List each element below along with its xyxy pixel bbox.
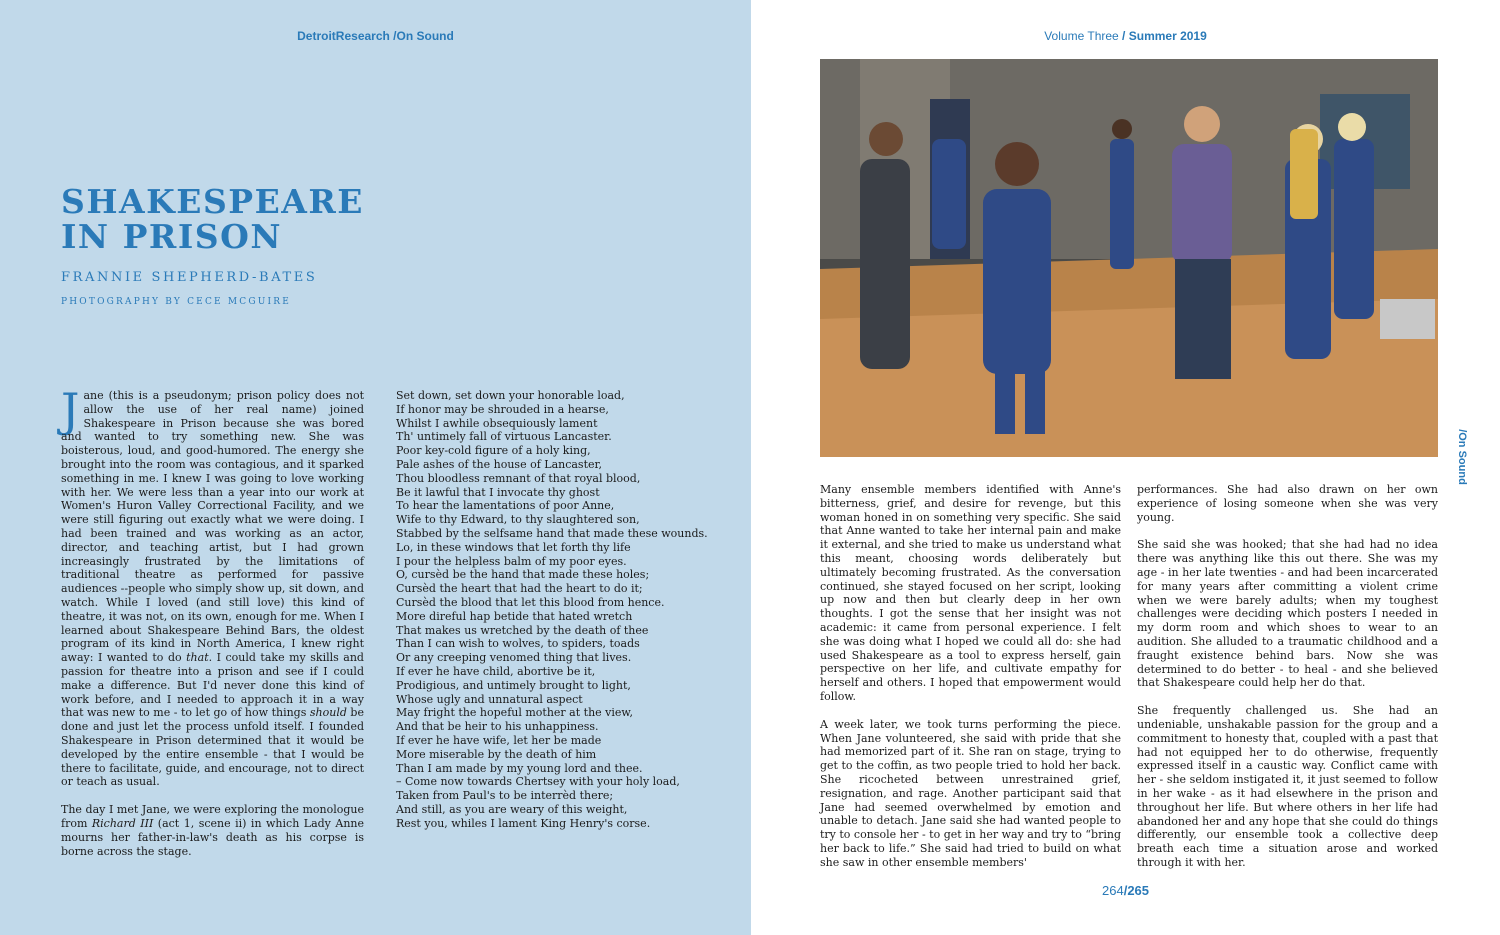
right-page [751,0,1500,935]
author-byline: FRANNIE SHEPHERD-BATES [61,270,318,285]
title-line-1: SHAKESPEARE [61,182,364,221]
verse-line: If ever he have child, abortive be it, [396,664,596,678]
right-running-header: Volume Three / Summer 2019 [1044,29,1207,43]
photo-wood-floor-light [820,299,1438,457]
verse-line: Whose ugly and unnatural aspect [396,692,583,706]
title-line-2: IN PRISON [61,217,283,256]
verse-line: Stabbed by the selfsame hand that made these wounds. [396,526,708,540]
body-paragraph: She said she was hooked; that she had had no idea there was anything like this out there. She was my age - in her late twenties - and had been incarcerated for many years after committing a violent crime when we were barely adults; when my toughest challenges were deciding which posters I needed in my dorm room and which shoes to wear to an audition. She alluded to a traumatic childhood and a fraught existence behind bars. Now she was determined to do better - to heal - and she believed that Shakespeare could help her do that. [1137,538,1438,690]
verse-line: O, cursèd be the hand that made these holes; [396,568,650,582]
verse-line: Thou bloodless remnant of that royal blood, [396,471,641,485]
body-paragraph-2: The day I met Jane, we were exploring the monologue from Richard III (act 1, scene ii) in which Lady Anne mourns her father-in-law's death as his corpse is borne across the stage. [61,803,364,858]
season-label: Summer 2019 [1128,29,1207,43]
verse-line: Or any creeping venomed thing that lives. [396,651,632,665]
verse-line: More direful hap betide that hated wretch [396,609,633,623]
person-foreground-right [1172,144,1232,264]
left-running-header: DetroitResearch /On Sound [297,29,454,43]
page-numbers: 264/265 [1101,883,1150,898]
article-title [61,184,461,254]
verse-line: Than I can wish to wolves, to spiders, toads [396,637,640,651]
body-paragraph: She frequently challenged us. She had an undeniable, unshakable passion for the group and a commitment to honesty that, coupled with a past that had not equipped her to do otherwise, frequently expressed itself in a caustic way. Conflict came with her - she seldom instigated it, it just seemed to follow in her wake - as it had elsewhere in the prison and throughout her life. But where others in her life had abandoned her and any hope that she could do things differently, our ensemble took a collective deep breath each time a situation arose and worked through it with her. [1137,704,1438,869]
monologue-verse [396,389,726,831]
page-number-left: 264 [1101,883,1124,898]
body-paragraph: A week later, we took turns performing the piece. When Jane volunteered, she said with pride that she had memorized part of it. She ran on stage, trying to get to the coffin, as two people tried to hold her back. She ricocheted between unrestrained grief, resignation, and rage. Another participant said that Jane had seemed overwhelmed by emotion and unable to detach. Jane said she had wanted people to try to console her - to get in her way and try to “bring her back to life.” She said had tried to build on what she saw in other ensemble members' [820,717,1121,869]
photo-equipment-case [1380,299,1435,339]
right-body-column-2 [1137,483,1438,884]
body-paragraph: Many ensemble members identified with Anne's bitterness, grief, and desire for revenge, but this woman honed in on something very specific. She said that Anne wanted to take her internal pain and make it external, and she tried to make us understand what this meant, choosing words deliberately but ultimately becoming frustrated. As the conversation continued, she stayed focused on her script, looking up now and then but clearly deep in her own thoughts. I got the sense that her insight was not academic: it came from personal experience. I felt she was doing what I hoped we could all do: she had used Shakespeare as a tool to express herself, gain perspective on her life, and cultivate empathy for herself and others. I hoped that empowerment would follow. [820,483,1121,703]
verse-line: Prodigious, and untimely brought to light, [396,678,631,692]
verse-line: And still, as you are weary of this weight, [396,802,628,816]
verse-line: Than I am made by my young lord and thee. [396,761,643,775]
verse-line: Set down, set down your honorable load, [396,389,625,402]
verse-line: Cursèd the blood that let this blood from hence. [396,595,665,609]
volume-label: Volume Three [1044,29,1119,43]
verse-line: Be it lawful that I invocate thy ghost [396,485,600,499]
verse-line: To hear the lamentations of poor Anne, [396,499,615,513]
body-paragraph: performances. She had also drawn on her own experience of losing someone when she was very young. [1137,483,1438,524]
verse-line: Poor key-cold figure of a holy king, [396,444,591,458]
verse-line: And that be heir to his unhappiness. [396,720,599,734]
body-paragraph-1: Jane (this is a pseudonym; prison policy does not allow the use of her real name) joined Shakespeare in Prison because she was bored and wanted to try something new. She was boisterous, loud, and good-humored. The energy she brought into the room was contagious, and it sparked something in me. I knew I was going to love working with her. We were less than a year into our work at Women's Huron Valley Correctional Facility, and we were still figuring out exactly what we were doing. I had been trained and was working as an actor, director, and teaching artist, but I had grown increasingly frustrated by the limitations of traditional theatre as performed for passive audiences --people who simply show up, sit down, and watch. While I loved (and still love) this kind of theatre, it was not, on its own, enough for me. When I learned about Shakespeare Behind Bars, the oldest program of its kind in North America, I knew right away: I wanted to do that. I could take my skills and passion for theatre into a prison and see if I could make a difference. But I'd never done this kind of work before, and I needed to approach it in a way that was new to me - to let go of how things should be done and just let the process unfold itself. I founded Shakespeare in Prison determined that it would be developed by the entire ensemble - that I would be there to facilitate, guide, and encourage, not to direct or teach as usual. [61,383,364,789]
workshop-photo [820,59,1438,457]
verse-line: – Come now towards Chertsey with your holy load, [396,775,680,789]
side-section-label: /On Sound [1456,429,1468,485]
verse-line: That makes us wretched by the death of thee [396,623,649,637]
verse-line: Whilst I awhile obsequiously lament [396,416,598,430]
verse-line: I pour the helpless balm of my poor eyes. [396,554,627,568]
verse-line: Pale ashes of the house of Lancaster, [396,457,603,471]
verse-line: Lo, in these windows that let forth thy life [396,540,631,554]
verse-line: Taken from Paul's to be interrèd there; [396,789,614,803]
verse-line: If ever he have wife, let her be made [396,733,602,747]
right-body-column-1 [820,483,1121,884]
verse-line: Rest you, whiles I lament King Henry's corse. [396,816,651,830]
left-body-column [61,383,364,872]
verse-line: Cursèd the heart that had the heart to do it; [396,582,643,596]
person-foreground-left [983,189,1051,374]
photography-credit: PHOTOGRAPHY BY CECE MCGUIRE [61,297,292,307]
verse-line: More miserable by the death of him [396,747,597,761]
verse-line: Wife to thy Edward, to thy slaughtered son, [396,513,640,527]
page-number-right: 265 [1127,883,1150,898]
verse-line: If honor may be shrouded in a hearse, [396,402,609,416]
drop-cap: J [61,383,80,437]
verse-line: Th' untimely fall of virtuous Lancaster. [396,430,612,444]
verse-line: May fright the hopeful mother at the view, [396,706,634,720]
